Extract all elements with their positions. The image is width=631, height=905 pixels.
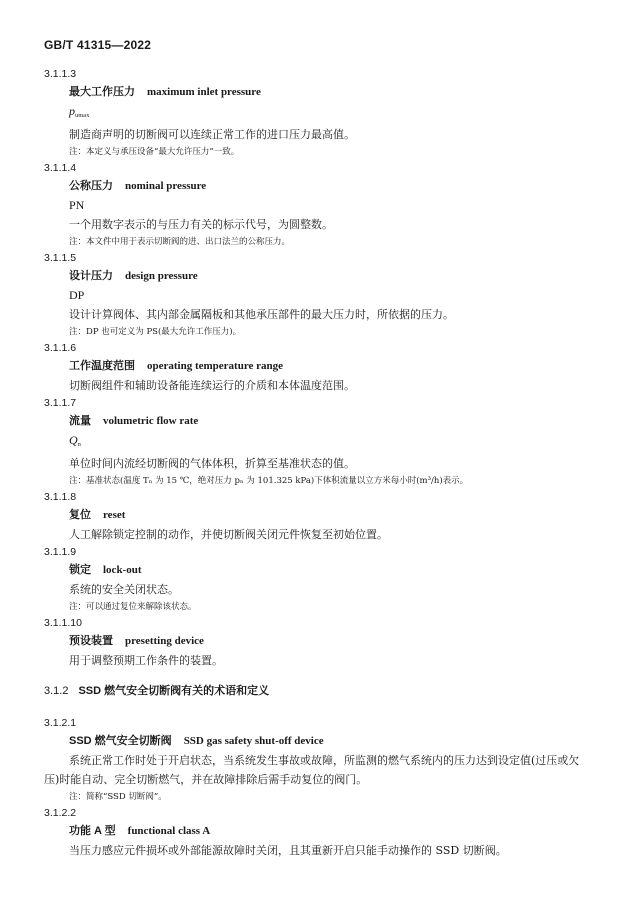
term-entry	[0, 715, 631, 805]
term-note: 注：本定义与承压设备“最大允许压力”一致。	[69, 147, 240, 157]
term-definition: 人工解除锁定控制的动作，并使切断阀关闭元件恢复至初始位置。	[69, 528, 388, 541]
term-entry	[0, 340, 631, 395]
term-symbol: $p_{umax}$	[69, 104, 90, 119]
term-heading	[69, 822, 631, 841]
term-definition: 用于调整预期工作条件的装置。	[69, 654, 223, 667]
term-en: maximum inlet pressure	[147, 86, 261, 98]
term-heading	[69, 177, 631, 196]
term-symbol: DP	[69, 288, 85, 302]
term-en: presetting device	[125, 635, 204, 647]
term-definition: 制造商声明的切断阀可以连续正常工作的进口压力最高值。	[69, 128, 355, 141]
clause-number: 3.1.2.1	[44, 717, 77, 729]
term-en: design pressure	[125, 270, 198, 282]
section-heading	[44, 682, 631, 701]
term-zh: 锁定	[69, 564, 91, 576]
term-entry	[0, 805, 631, 860]
term-entry	[0, 250, 631, 340]
term-definition: 系统的安全关闭状态。	[69, 583, 179, 596]
term-heading	[69, 632, 631, 651]
section-number: 3.1.2	[44, 685, 69, 697]
term-entry	[0, 615, 631, 670]
clause-number: 3.1.1.7	[44, 397, 77, 409]
term-definition: 当压力感应元件损坏或外部能源故障时关闭，且其重新开启只能手动操作的 SSD 切断阀。	[69, 844, 507, 857]
clause-number: 3.1.1.4	[44, 162, 77, 174]
term-note: 注：DP 也可定义为 PS(最大允许工作压力)。	[69, 327, 242, 337]
clause-number: 3.1.1.8	[44, 491, 77, 503]
clause-number: 3.1.1.9	[44, 546, 77, 558]
clause-number: 3.1.2.2	[44, 807, 77, 819]
term-en: lock-out	[103, 564, 142, 576]
clause-number: 3.1.1.6	[44, 342, 77, 354]
term-heading	[69, 561, 631, 580]
term-en: SSD gas safety shut-off device	[183, 735, 324, 747]
term-note: 注：可以通过复位来解除该状态。	[69, 602, 197, 612]
term-zh: 最大工作压力	[69, 86, 135, 98]
term-definition: 切断阀组件和辅助设备能连续运行的介质和本体温度范围。	[69, 379, 355, 392]
term-symbol: PN	[69, 198, 85, 212]
term-zh: 设计压力	[69, 270, 113, 282]
term-note: 注：简称“SSD 切断阀”。	[69, 792, 167, 802]
term-heading	[69, 83, 631, 102]
term-entry	[0, 544, 631, 615]
term-entry	[0, 395, 631, 489]
term-en: reset	[103, 509, 126, 521]
term-zh: 预设装置	[69, 635, 113, 647]
term-en: operating temperature range	[147, 360, 284, 372]
term-heading	[69, 506, 631, 525]
term-symbol: $Q_n$	[69, 433, 81, 448]
clause-number: 3.1.1.10	[44, 617, 82, 629]
term-definition: 一个用数字表示的与压力有关的标示代号，为圆整数。	[69, 218, 333, 231]
term-heading	[69, 357, 631, 376]
term-definition: 设计计算阀体、其内部金属隔板和其他承压部件的最大压力时，所依据的压力。	[69, 308, 454, 321]
term-zh: 复位	[69, 509, 91, 521]
term-entry	[0, 489, 631, 544]
term-en: functional class A	[127, 825, 211, 837]
term-zh: SSD 燃气安全切断阀	[69, 735, 172, 747]
term-zh: 工作温度范围	[69, 360, 135, 372]
term-entry	[0, 160, 631, 250]
term-zh: 公称压力	[69, 180, 113, 192]
term-en: volumetric flow rate	[103, 415, 199, 427]
term-heading	[69, 732, 631, 751]
term-definition: 单位时间内流经切断阀的气体体积，折算至基准状态的值。	[69, 457, 355, 470]
term-entry	[0, 66, 631, 160]
clause-number: 3.1.1.3	[44, 68, 77, 80]
term-en: nominal pressure	[125, 180, 207, 192]
term-heading	[69, 267, 631, 286]
term-heading	[69, 412, 631, 431]
term-note: 注：本文件中用于表示切断阀的进、出口法兰的公称压力。	[69, 237, 291, 247]
term-zh: 流量	[69, 415, 91, 427]
term-note: 注：基准状态(温度 Tₙ 为 15 ℃，绝对压力 pₙ 为 101.325 kPa)下体积流量以立方米每小时(m³/h)表示。	[69, 476, 469, 486]
document-body	[0, 66, 631, 860]
clause-number: 3.1.1.5	[44, 252, 77, 264]
term-definition: 系统正常工作时处于开启状态，当系统发生事故或故障，所监测的燃气系统内的压力达到设定值(过压或欠压)时能自动、完全切断燃气，并在故障排除后需手动复位的阀门。	[44, 754, 580, 786]
standard-number-header: GB/T 41315—2022	[44, 38, 152, 52]
term-zh: 功能 A 型	[69, 825, 116, 837]
section-title: SSD 燃气安全切断阀有关的术语和定义	[78, 685, 270, 697]
